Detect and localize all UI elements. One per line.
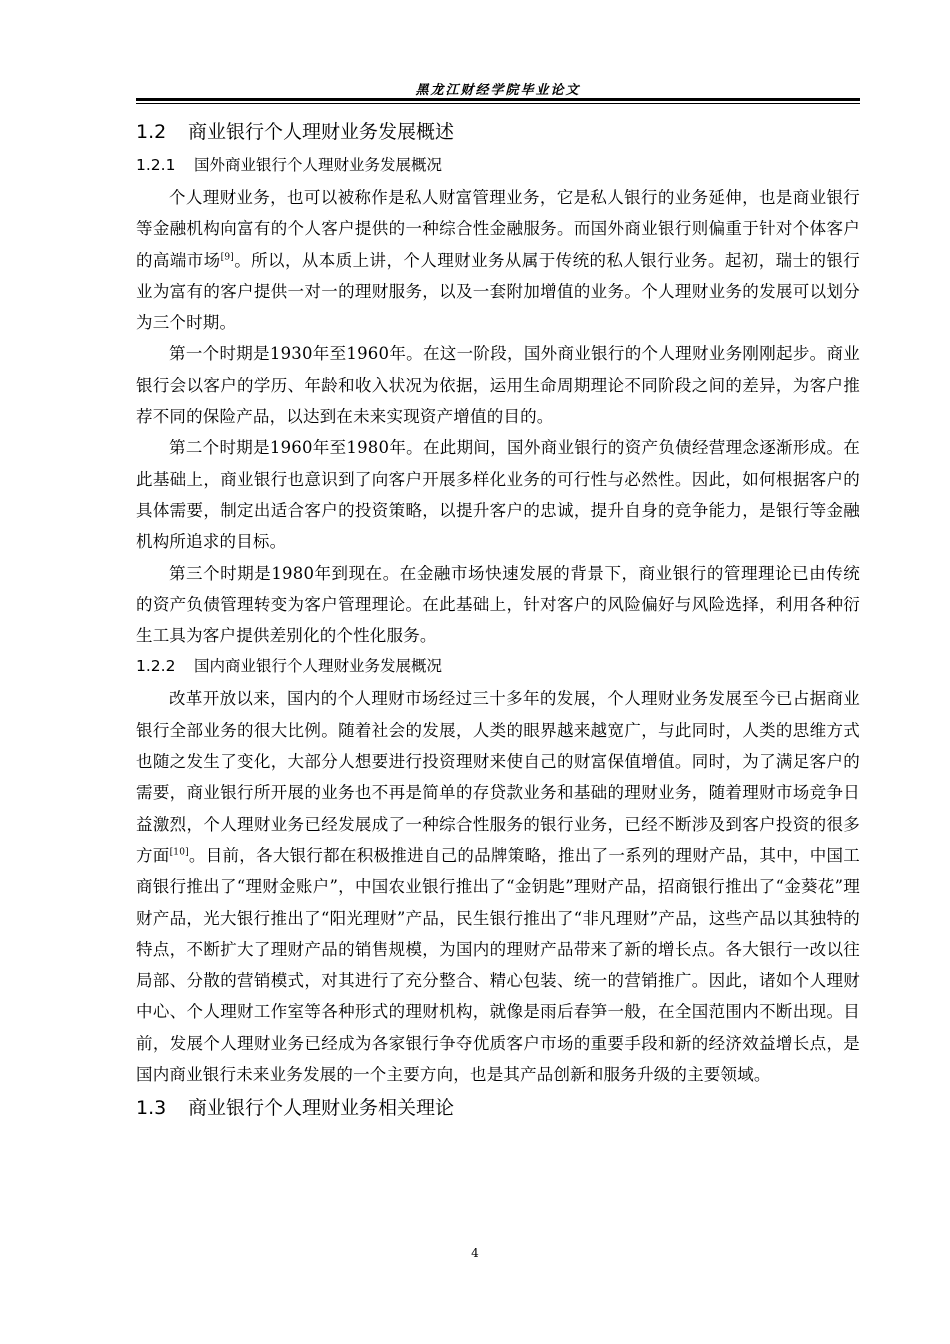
section-number: 1.2 <box>136 121 167 143</box>
subsection-heading-1-2-2 <box>136 653 860 679</box>
citation-9: [9] <box>220 252 234 263</box>
section-heading-1-3 <box>136 1094 860 1122</box>
paragraph-4: 第三个时期是1980年到现在。在金融市场快速发展的背景下，商业银行的管理理论已由传统的资产负债管理转变为客户管理理论。在此基础上，针对客户的风险偏好与风险选择，利用各种衍生工具为客户提供差别化的个性化服务。 <box>136 563 860 646</box>
paragraph-text: 。目前，各大银行都在积极推进自己的品牌策略，推出了一系列的理财产品，其中，中国工商银行推出了“理财金账户”，中国农业银行推出了“金钥匙”理财产品，招商银行推出了“金葵花”理财产品，光大银行推出了“阳光理财”产品，民生银行推出了“非凡理财”产品，这些产品以其独特的特点，不断扩大了理财产品的销售规模，为国内的理财产品带来了新的增长点。各大银行一改以往局部、分散的营销模式，对其进行了充分整合、精心包装、统一的营销推广。因此，诸如个人理财中心、个人理财工作室等各种形式的理财机构，就像是雨后春笋一般，在全国范围内不断出现。目前，发展个人理财业务已经成为各家银行争夺优质客户市场的重要手段和新的经济效益增长点，是国内商业银行未来业务发展的一个主要方向，也是其产品创新和服务升级的主要领域。 <box>136 845 860 1085</box>
section-title: 商业银行个人理财业务相关理论 <box>188 1097 455 1120</box>
page-content <box>136 118 860 1128</box>
section-number: 1.3 <box>136 1097 167 1120</box>
header-rule-thick <box>136 98 860 101</box>
citation-10: [10] <box>169 847 189 858</box>
subsection-title: 国外商业银行个人理财业务发展概况 <box>194 156 443 174</box>
subsection-title: 国内商业银行个人理财业务发展概况 <box>194 657 443 676</box>
subsection-heading-1-2-1 <box>136 152 860 178</box>
paragraph-3: 第二个时期是1960年至1980年。在此期间，国外商业银行的资产负债经营理念逐渐形成。在此基础上，商业银行也意识到了向客户开展多样化业务的可行性与必然性。因此，如何根据客户的具体需要，制定出适合客户的投资策略，以提升客户的忠诚，提升自身的竞争能力，是银行等金融机构所追求的目标。 <box>136 438 860 552</box>
running-header: 黑龙江财经学院毕业论文 <box>415 83 581 98</box>
subsection-number: 1.2.2 <box>136 657 176 676</box>
paragraph-1 <box>136 182 860 338</box>
section-heading-1-2 <box>136 118 860 146</box>
paragraph-text: 。所以，从本质上讲，个人理财业务从属于传统的私人银行业务。起初，瑞士的银行业为富有的客户提供一对一的理财服务，以及一套附加增值的业务。个人理财业务的发展可以划分为三个时期。 <box>136 250 861 333</box>
header-rule-thin <box>136 103 860 104</box>
subsection-number: 1.2.1 <box>136 156 176 174</box>
paragraph-2: 第一个时期是1930年至1960年。在这一阶段，国外商业银行的个人理财业务刚刚起步。商业银行会以客户的学历、年龄和收入状况为依据，运用生命周期理论不同阶段之间的差异，为客户推荐不同的保险产品，以达到在未来实现资产增值的目的。 <box>136 344 860 427</box>
section-title: 商业银行个人理财业务发展概述 <box>188 121 455 143</box>
page-number: 4 <box>471 1246 479 1260</box>
paragraph-text: 个人理财业务，也可以被称作是私人财富管理业务，它是私人银行的业务延伸，也是商业银行等金融机构向富有的个人客户提供的一种综合性金融服务。而国外商业银行则偏重于针对个体客户的高端市场 <box>136 188 860 270</box>
paragraph-text: 改革开放以来，国内的个人理财市场经过三十多年的发展，个人理财业务发展至今已占据商业银行全部业务的很大比例。随着社会的发展，人类的眼界越来越宽广，与此同时，人类的思维方式也随之发生了变化，大部分人想要进行投资理财来使自己的财富保值增值。同时，为了满足客户的需要，商业银行所开展的业务也不再是简单的存贷款业务和基础的理财业务，随着理财市场竞争日益激烈，个人理财业务已经发展成了一种综合性服务的银行业务，已经不断涉及到客户投资的很多方面 <box>136 689 860 865</box>
paragraph-5 <box>136 683 860 1090</box>
